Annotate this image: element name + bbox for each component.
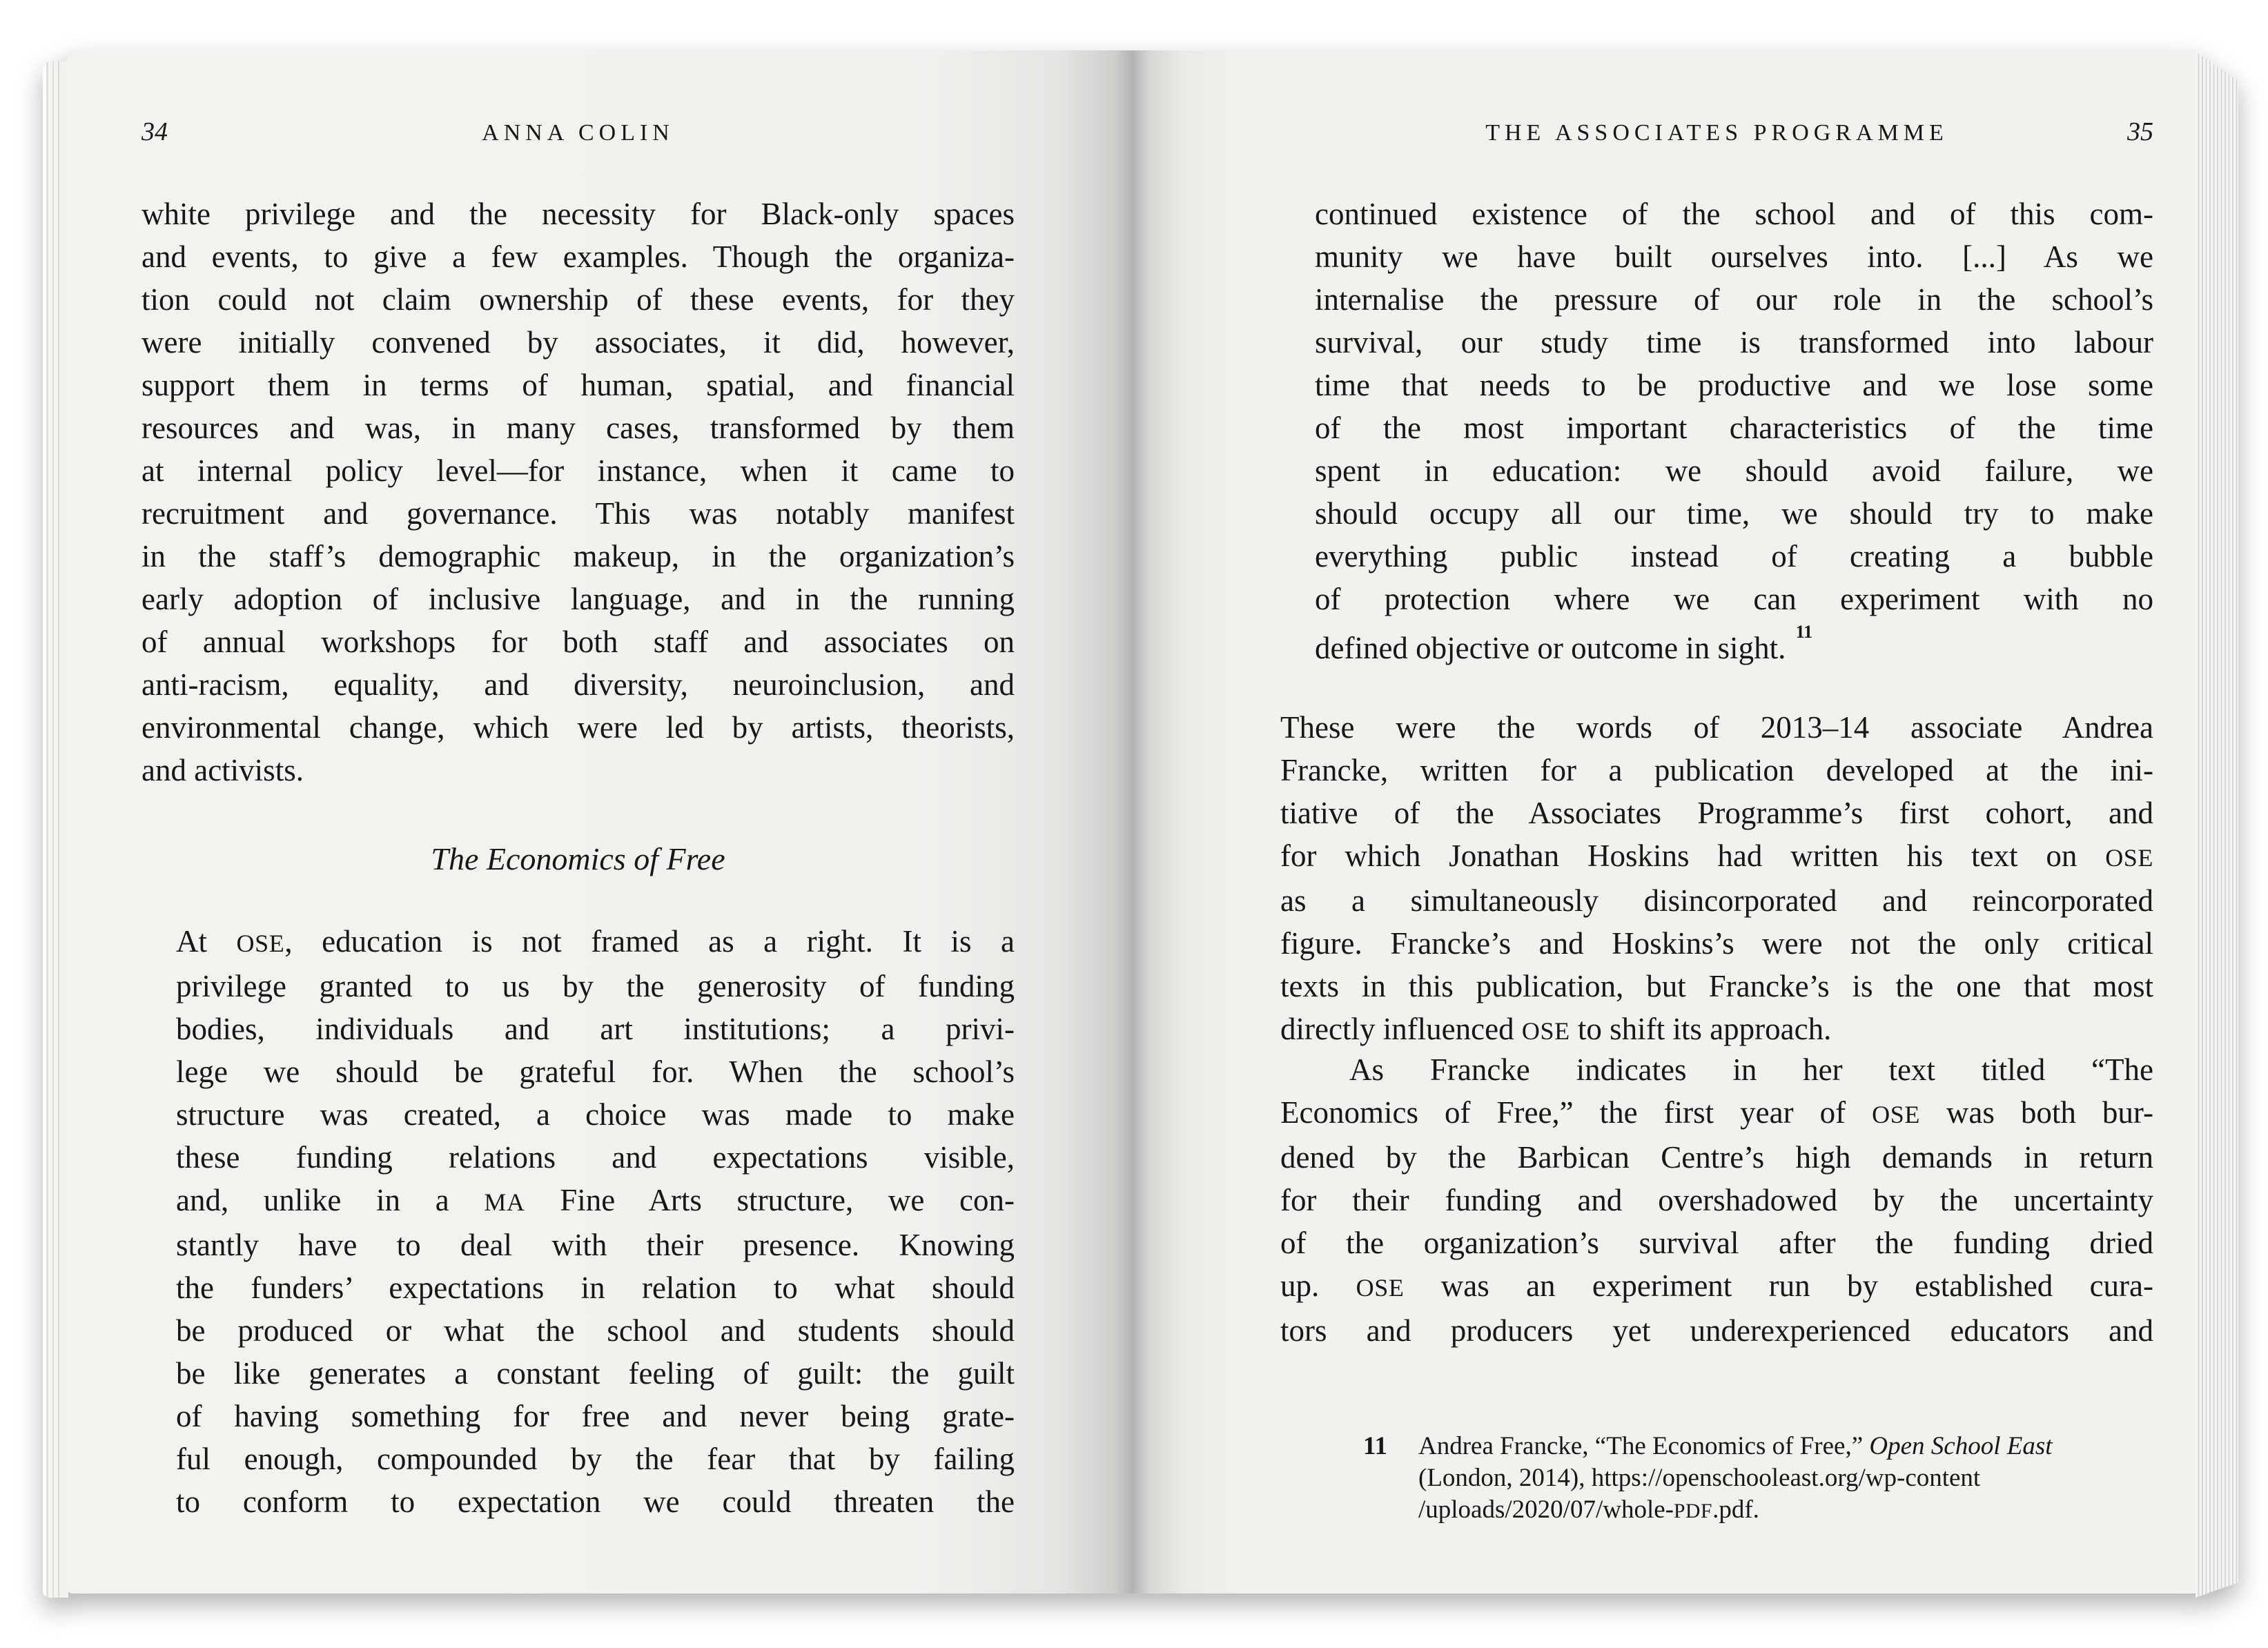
footnote	[1363, 1431, 2074, 1527]
paragraph-2: As Francke indicates in her text titled “The Economics of Free,” the first year of OSE was both bur- dened by the Barbican Centre’s high demands in return for their funding and overshadowed by the uncertainty of the organization’s survival after the funding dried up. OSE was an experiment run by established cura- tors and producers yet underexperienced educators and	[1280, 1052, 2153, 1348]
page-number-right: 35	[2127, 117, 2153, 146]
section-heading: The Economics of Free	[431, 841, 725, 876]
page-edges-left	[43, 61, 68, 1598]
blockquote-left: At OSE, education is not framed as a right. It is a privilege granted to us by the generosity of funding bodies, individuals and art institutions; a privi- lege we should be grateful for. When the school’s structure was created, a choice was made to make these funding relations and expectations visible, and, unlike in a MA Fine Arts structure, we con- stantly have to deal with their presence. Knowing the funders’ expectations in relation to what should be produced or what the school and students should be like generates a constant feeling of guilt: the guilt of having something for free and never being grate- ful enough, compounded by the fear that by failing to conform to expectation we could threaten the	[176, 924, 1015, 1519]
page-number-left: 34	[141, 117, 168, 146]
body-paragraph: white privilege and the necessity for Black-only spaces and events, to give a few examples. Though the organiza- tion could not claim ownership of these events, for they were initially convened by associates, it did, however, support them in terms of human, spatial, and financial resources and was, in many cases, transformed by them at internal policy level—for instance, when it came to recruitment and governance. This was notably manifest in the staff’s demographic makeup, in the organization’s early adoption of inclusive language, and in the running of annual workshops for both staff and associates on anti-racism, equality, and diversity, neuroinclusion, and environmental change, which were led by artists, theorists, and activists.	[141, 197, 1015, 787]
footnote-marker: 11	[1363, 1432, 1387, 1460]
running-header-left: ANNA COLIN	[482, 120, 674, 146]
open-book	[43, 50, 2238, 1602]
page-edges-right	[2196, 52, 2238, 1598]
left-page	[67, 50, 1134, 1593]
left-page-header	[141, 117, 1015, 147]
paragraph-1: These were the words of 2013–14 associate Andrea Francke, written for a publication developed at the ini- tiative of the Associates Programme’s first cohort, and for which Jonathan Hoskins had written his text on OSE as a simultaneously disincorporated and reincorporated figure. Francke’s and Hoskins’s were not the only critical texts in this publication, but Francke’s is the one that most directly influenced OSE to shift its approach.	[1280, 710, 2153, 1046]
right-page-header	[1280, 117, 2153, 147]
blockquote-right: continued existence of the school and of this com- munity we have built ourselves into. [...] As we internalise the pressure of our role in the school’s survival, our study time is transformed into labour time that needs to be productive and we lose some of the most important characteristics of the time spent in education: we should avoid failure, we should occupy all our time, we should try to make everything public instead of creating a bubble of protection where we can experiment with no defined objective or outcome in sight. $^{11}$	[1315, 197, 2153, 665]
right-page	[1134, 50, 2196, 1593]
footnote-text: Andrea Francke, “The Economics of Free,” Open School East (London, 2014), https://openschooleast.org/wp-content /uploads/2020/07/whole-PDF.pdf.	[1418, 1432, 2053, 1524]
running-header-right: THE ASSOCIATES PROGRAMME	[1485, 120, 1948, 146]
